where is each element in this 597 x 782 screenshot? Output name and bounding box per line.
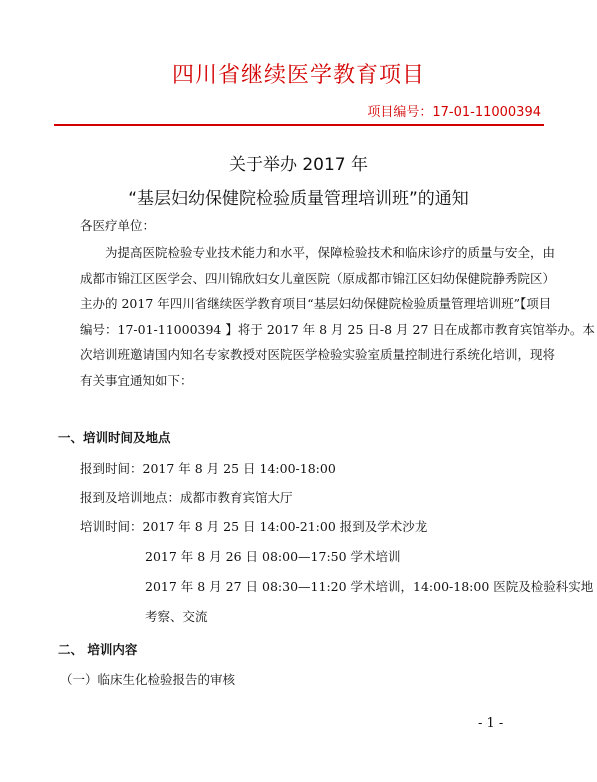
- intro-paragraph: [80, 240, 595, 393]
- project-code: 项目编号：17-01-11000394: [367, 105, 541, 120]
- intro-line: 主办的 2017 年四川省继续医学教育项目“基层妇幼保健院检验质量管理培训班”【项目: [80, 296, 552, 311]
- content-item-1: （一）临床生化检验报告的审核: [60, 672, 236, 687]
- intro-line: 有关事宜通知如下：: [80, 372, 193, 388]
- report-time: 报到时间：2017 年 8 月 25 日 14:00-18:00: [80, 461, 336, 476]
- training-time-line4: 考察、交流: [145, 609, 208, 624]
- project-header-title: 四川省继续医学教育项目: [171, 63, 425, 88]
- intro-line: 编号：17-01-11000394 】将于 2017 年 8 月 25 日-8 月 27 日在成都市教育宾馆举办。本: [80, 321, 595, 337]
- red-divider-line: [54, 124, 544, 126]
- intro-line: 成都市锦江区医学会、四川锦欣妇女儿童医院（原成都市锦江区妇幼保健院静秀院区）: [80, 270, 556, 286]
- section1-heading: 一、培训时间及地点: [58, 430, 171, 445]
- notice-title-line1: 关于举办 2017 年: [228, 155, 369, 175]
- notice-title-line2: “基层妇幼保健院检验质量管理培训班”的通知: [128, 189, 469, 209]
- training-time-line1: 培训时间：2017 年 8 月 25 日 14:00-21:00 报到及学术沙龙: [80, 519, 428, 534]
- training-time-line2: 2017 年 8 月 26 日 08:00—17:50 学术培训: [145, 549, 401, 564]
- salutation: 各医疗单位：: [80, 218, 156, 233]
- training-time-line3: 2017 年 8 月 27 日 08:30—11:20 学术培训，14:00-18:00 医院及检验科实地: [145, 579, 594, 594]
- section2-heading: 二、 培训内容: [58, 642, 138, 657]
- intro-line: 为提高医院检验专业技术能力和水平，保障检验技术和临床诊疗的质量与安全，由: [105, 245, 556, 260]
- page-number: - 1 -: [478, 716, 504, 731]
- training-location: 报到及培训地点：成都市教育宾馆大厅: [80, 490, 293, 505]
- intro-line: 次培训班邀请国内知名专家教授对医院医学检验实验室质量控制进行系统化培训，现将: [80, 347, 556, 362]
